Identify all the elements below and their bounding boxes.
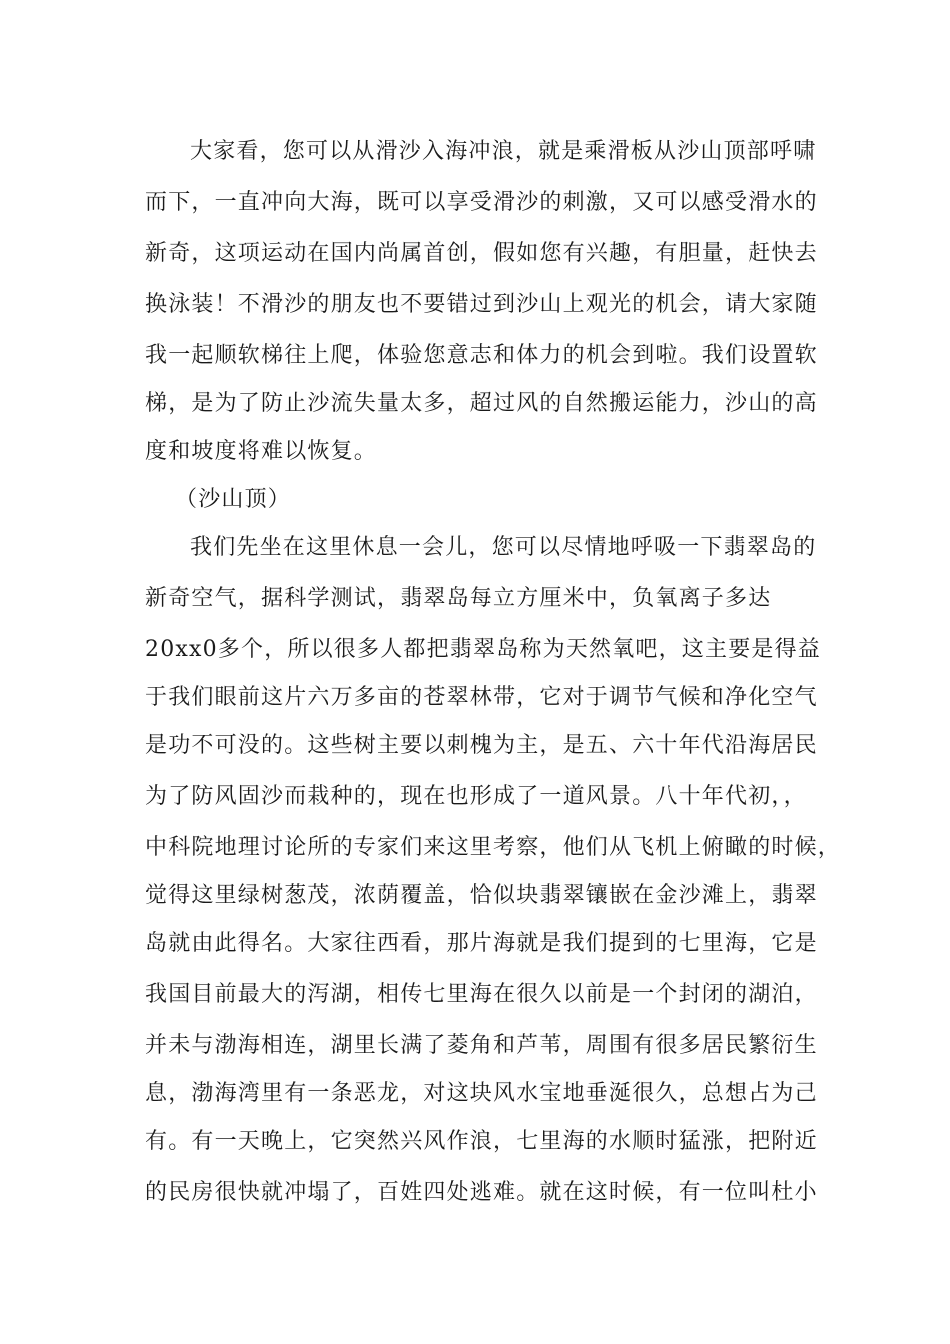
paragraph-2-line-13: 有。有一天晚上，它突然兴风作浪，七里海的水顺时猛涨，把附近 [145,1129,818,1154]
paragraph-2-line-5: 是功不可没的。这些树主要以刺槐为主，是五、六十年代沿海居民 [145,733,818,758]
paragraph-1-line-2: 而下，一直冲向大海，既可以享受滑沙的刺激，又可以感受滑水的 [145,190,818,215]
paragraph-2-line-10: 我国目前最大的泻湖，相传七里海在很久以前是一个封闭的湖泊， [145,982,818,1007]
paragraph-2-line-7: 中科院地理讨论所的专家们来这里考察，他们从飞机上俯瞰的时候， [145,835,842,860]
paragraph-1-line-5: 我一起顺软梯往上爬，体验您意志和体力的机会到啦。我们设置软 [145,343,818,368]
paragraph-2-line-2: 新奇空气，据科学测试，翡翠岛每立方厘米中，负氧离子多达 [145,586,772,611]
paragraph-2-line-8: 觉得这里绿树葱茂，浓荫覆盖，恰似块翡翠镶嵌在金沙滩上，翡翠 [145,883,818,908]
paragraph-2-line-9: 岛就由此得名。大家往西看，那片海就是我们提到的七里海，它是 [145,931,818,956]
paragraph-2-line-3: 20xx0多个，所以很多人都把翡翠岛称为天然氧吧，这主要是得益 [145,637,822,662]
paragraph-2-line-1: 我们先坐在这里休息一会儿，您可以尽情地呼吸一下翡翠岛的 [190,535,817,560]
paragraph-1-line-3: 新奇，这项运动在国内尚属首创，假如您有兴趣，有胆量，赶快去 [145,241,818,266]
section-heading: （沙山顶） [175,487,292,512]
paragraph-1-line-6: 梯，是为了防止沙流失量太多，超过风的自然搬运能力，沙山的高 [145,391,818,416]
paragraph-2-line-4: 于我们眼前这片六万多亩的苍翠林带，它对于调节气候和净化空气 [145,685,818,710]
paragraph-1-line-4: 换泳装！不滑沙的朋友也不要错过到沙山上观光的机会，请大家随 [145,292,818,317]
paragraph-2-line-11: 并未与渤海相连，湖里长满了菱角和芦苇，周围有很多居民繁衍生 [145,1033,818,1058]
paragraph-2-line-14: 的民房很快就冲塌了，百姓四处逃难。就在这时候，有一位叫杜小 [145,1180,818,1205]
paragraph-2-line-12: 息，渤海湾里有一条恶龙，对这块风水宝地垂涎很久，总想占为己 [145,1081,818,1106]
paragraph-2-line-6: 为了防风固沙而栽种的，现在也形成了一道风景。八十年代初，， [145,784,807,809]
paragraph-1-line-7: 度和坡度将难以恢复。 [145,439,378,464]
paragraph-1-line-1: 大家看，您可以从滑沙入海冲浪，就是乘滑板从沙山顶部呼啸 [190,139,817,164]
